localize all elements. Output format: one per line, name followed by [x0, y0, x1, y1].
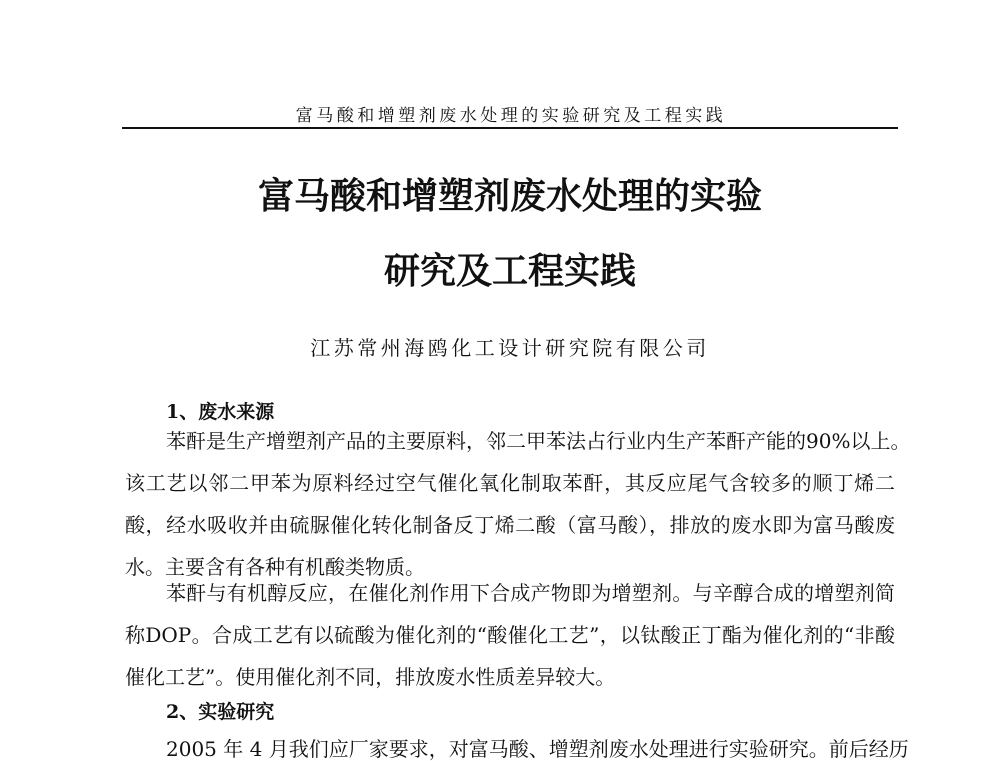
paragraph-line: 水。主要含有各种有机酸类物质。	[125, 555, 425, 579]
section-heading-1: 1、废水来源	[166, 401, 275, 423]
title-line-1: 富马酸和增塑剂废水处理的实验	[257, 175, 762, 217]
header-rule	[122, 127, 898, 129]
paragraph-line: 催化工艺”。使用催化剂不同，排放废水性质差异较大。	[125, 665, 616, 689]
author-affiliation: 江苏常州海鸥化工设计研究院有限公司	[310, 336, 710, 360]
title-line-2: 研究及工程实践	[383, 250, 636, 292]
paragraph-line: 该工艺以邻二甲苯为原料经过空气催化氧化制取苯酐，其反应尾气含较多的顺丁烯二	[125, 471, 895, 495]
paragraph-line: 苯酐与有机醇反应，在催化剂作用下合成产物即为增塑剂。与辛醇合成的增塑剂简	[166, 581, 895, 605]
section-heading-2: 2、实验研究	[166, 701, 275, 723]
paragraph-line: 苯酐是生产增塑剂产品的主要原料，邻二甲苯法占行业内生产苯酐产能的90%以上。	[166, 429, 911, 453]
paragraph-line: 酸，经水吸收并由硫脲催化转化制备反丁烯二酸（富马酸），排放的废水即为富马酸废	[125, 513, 895, 537]
paragraph-line: 称DOP。合成工艺有以硫酸为催化剂的“酸催化工艺”，以钛酸正丁酯为催化剂的“非酸	[125, 623, 895, 647]
paragraph-line: 2005 年 4 月我们应厂家要求，对富马酸、增塑剂废水处理进行实验研究。前后经历	[166, 737, 909, 761]
running-header: 富马酸和增塑剂废水处理的实验研究及工程实践	[295, 106, 727, 126]
